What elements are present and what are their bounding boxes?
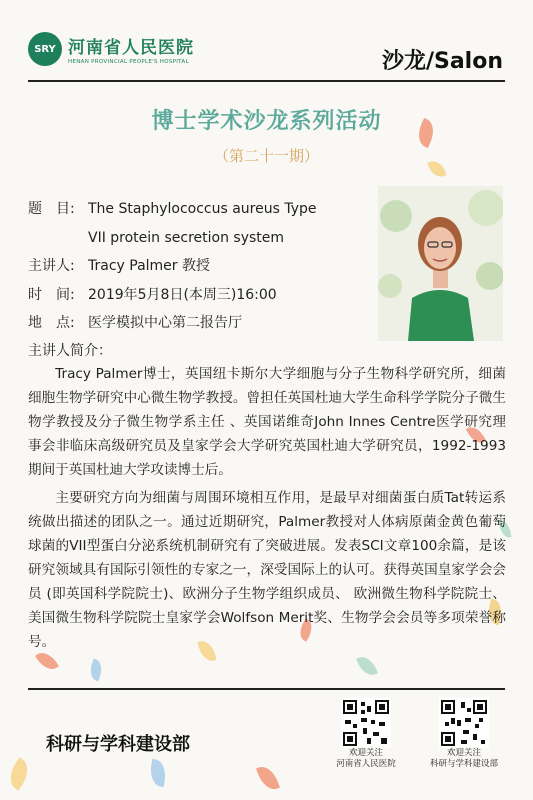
qr-caption-line1: 欢迎关注 [348,748,383,758]
decorative-leaf [256,763,280,793]
time-row [28,281,317,310]
hospital-name-en: HENAN PROVINCIAL PEOPLE'S HOSPITAL [68,59,189,65]
qr-caption-department [409,748,519,770]
issue-number: （第二十一期） [213,147,319,165]
department-name: 科研与学科建设部 [46,734,190,755]
place-row [28,309,317,338]
footer-divider [28,688,505,690]
page-title: 博士学术沙龙系列活动 [151,109,382,134]
bio-paragraph-2: 主要研究方向为细菌与周围环境相互作用，是最早对细菌蛋白质Tat转运系统做出描述的团队之一。通过近期研究，Palmer教授对人体病原菌金黄色葡萄球菌的VII型蛋白分泌系统机制研究有了突破进展。发表SCI文章100余篇，是该研究领域具有国际引领性的专家之一，深受国际上的认可。获得英国皇家学会会员 (即英国科学院院士)、欧洲分子生物学组织成员、 欧洲微生物科学院院士、美国微生物科学院院士皇家学会Wolfson Merit奖、生物学会会员等多项荣誉称号。 [28,490,506,650]
bio-heading: 主讲人简介： [28,343,112,359]
event-time: 2019年5月8日(本周三)16:00 [88,286,277,303]
header-divider [28,80,505,82]
speaker-name: Tracy Palmer 教授 [88,258,211,274]
topic-line2: VII protein secretion system [88,229,285,246]
event-place: 医学模拟中心第二报告厅 [88,315,242,331]
qr-caption-line2: 科研与学科建设部 [429,759,498,769]
event-info [28,195,317,338]
hospital-name: 河南省人民医院 [68,38,194,58]
topic-line1: The Staphylococcus aureus Type [88,201,317,217]
qr-caption-line1: 欢迎关注 [446,748,481,758]
topic-row [28,195,317,224]
speaker-label: 主讲人: [28,258,75,274]
time-label: 时 间: [28,286,75,303]
decorative-leaf [87,659,105,682]
decorative-leaf [148,759,168,787]
hospital-badge-icon: SRY [28,32,62,66]
qr-code-department[interactable] [439,698,489,748]
bio-paragraph-1: Tracy Palmer博士，英国纽卡斯尔大学细胞与分子生物科学研究所，细菌细胞生物学研究中心微生物学教授。曾担任英国杜迪大学生命科学学院分子微生物学教授及分子微生物学系主任 、英国诺维奇John Innes Centre医学研究理事会非临床高级研究员及皇家学会大学研究英国杜迪大学研究员，1992-1993 期间于英国杜迪大学攻读博士后。 [28,366,506,478]
qr-code-hospital[interactable] [341,698,391,748]
speaker-row [28,252,317,281]
topic-label: 题 目: [28,201,75,217]
place-label: 地 点: [28,315,75,331]
speaker-photo [378,186,503,341]
qr-caption-line2: 河南省人民医院 [336,759,396,769]
decorative-leaf [356,653,378,679]
section-label: 沙龙/Salon [381,49,503,74]
qr-caption-hospital [311,748,421,770]
topic-row-2 [28,224,317,253]
hospital-logo [28,32,194,66]
decorative-leaf [4,757,35,790]
